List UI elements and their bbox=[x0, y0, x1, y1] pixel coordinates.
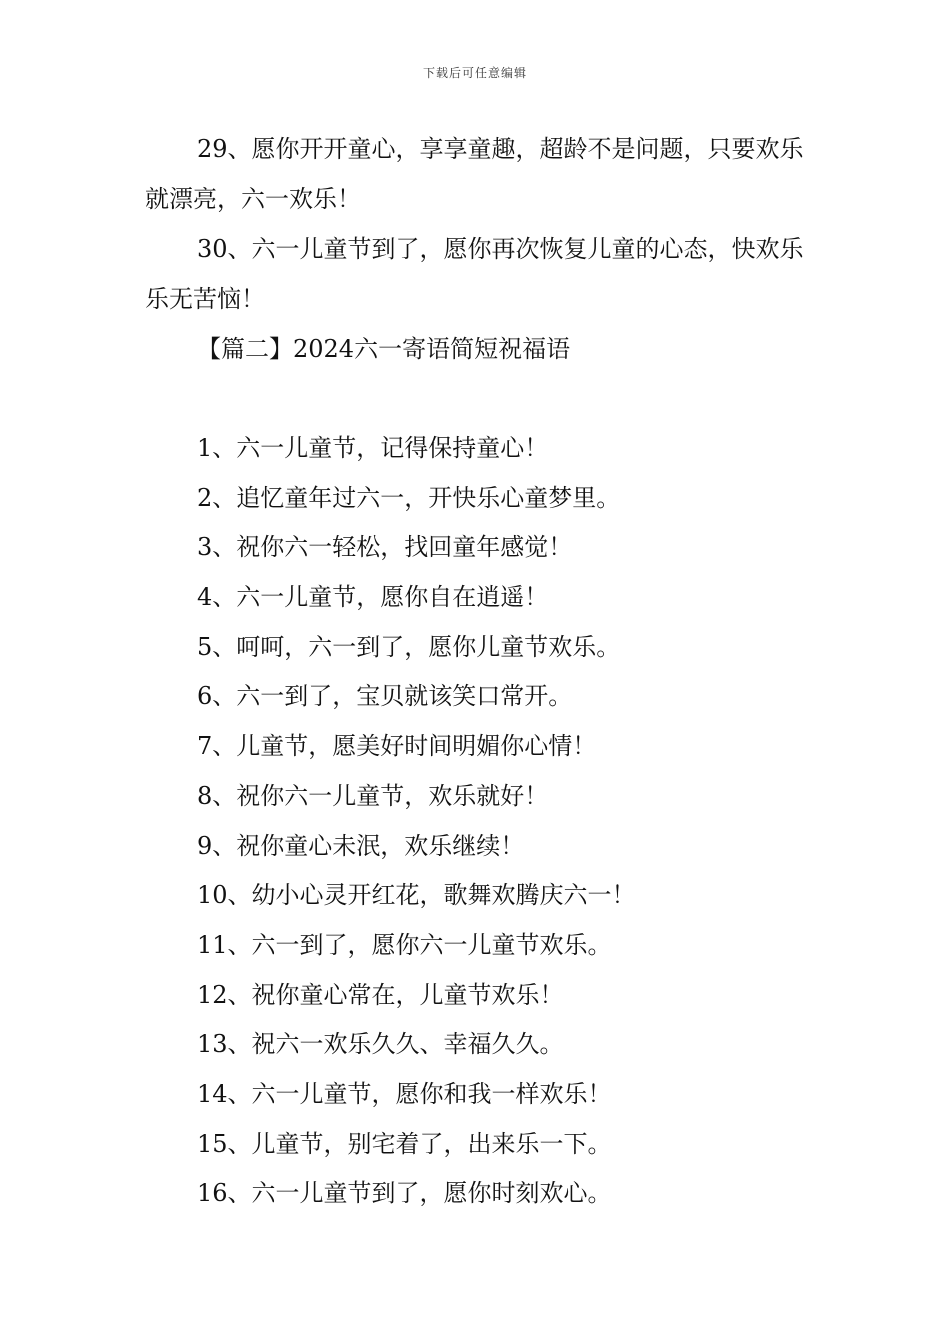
list-item: 12、祝你童心常在，儿童节欢乐！ bbox=[197, 980, 564, 1009]
list-item: 11、六一到了，愿你六一儿童节欢乐。 bbox=[197, 930, 612, 959]
wish-list bbox=[197, 424, 636, 1219]
list-item: 1、六一儿童节，记得保持童心！ bbox=[197, 434, 549, 462]
list-item: 16、六一儿童节到了，愿你时刻欢心。 bbox=[197, 1179, 612, 1208]
list-item: 5、呵呵，六一到了，愿你儿童节欢乐。 bbox=[197, 632, 621, 661]
list-item: 9、祝你童心未泯，欢乐继续！ bbox=[197, 831, 525, 860]
list-item: 4、六一儿童节，愿你自在逍遥！ bbox=[197, 583, 549, 612]
list-item: 8、祝你六一儿童节，欢乐就好！ bbox=[197, 781, 549, 810]
paragraph-30: 30、六一儿童节到了，愿你再次恢复儿童的心态，快欢乐乐无苦恼！ bbox=[145, 235, 804, 313]
list-item: 10、幼小心灵开红花，歌舞欢腾庆六一！ bbox=[197, 881, 636, 910]
list-item: 15、儿童节，别宅着了，出来乐一下。 bbox=[197, 1129, 612, 1158]
list-item: 14、六一儿童节，愿你和我一样欢乐！ bbox=[197, 1079, 612, 1108]
list-item: 13、祝六一欢乐久久、幸福久久。 bbox=[197, 1030, 564, 1059]
paragraph-29: 29、愿你开开童心，享享童趣，超龄不是问题，只要欢乐就漂亮，六一欢乐！ bbox=[145, 135, 804, 213]
page-header: 下载后可任意编辑 bbox=[422, 66, 527, 80]
list-item: 6、六一到了，宝贝就该笑口常开。 bbox=[197, 682, 573, 711]
list-item: 2、追忆童年过六一，开快乐心童梦里。 bbox=[197, 483, 621, 512]
list-item: 3、祝你六一轻松，找回童年感觉！ bbox=[197, 533, 573, 562]
list-item: 7、儿童节，愿美好时间明媚你心情！ bbox=[197, 732, 597, 761]
section-heading: 【篇二】2024六一寄语简短祝福语 bbox=[197, 335, 571, 363]
